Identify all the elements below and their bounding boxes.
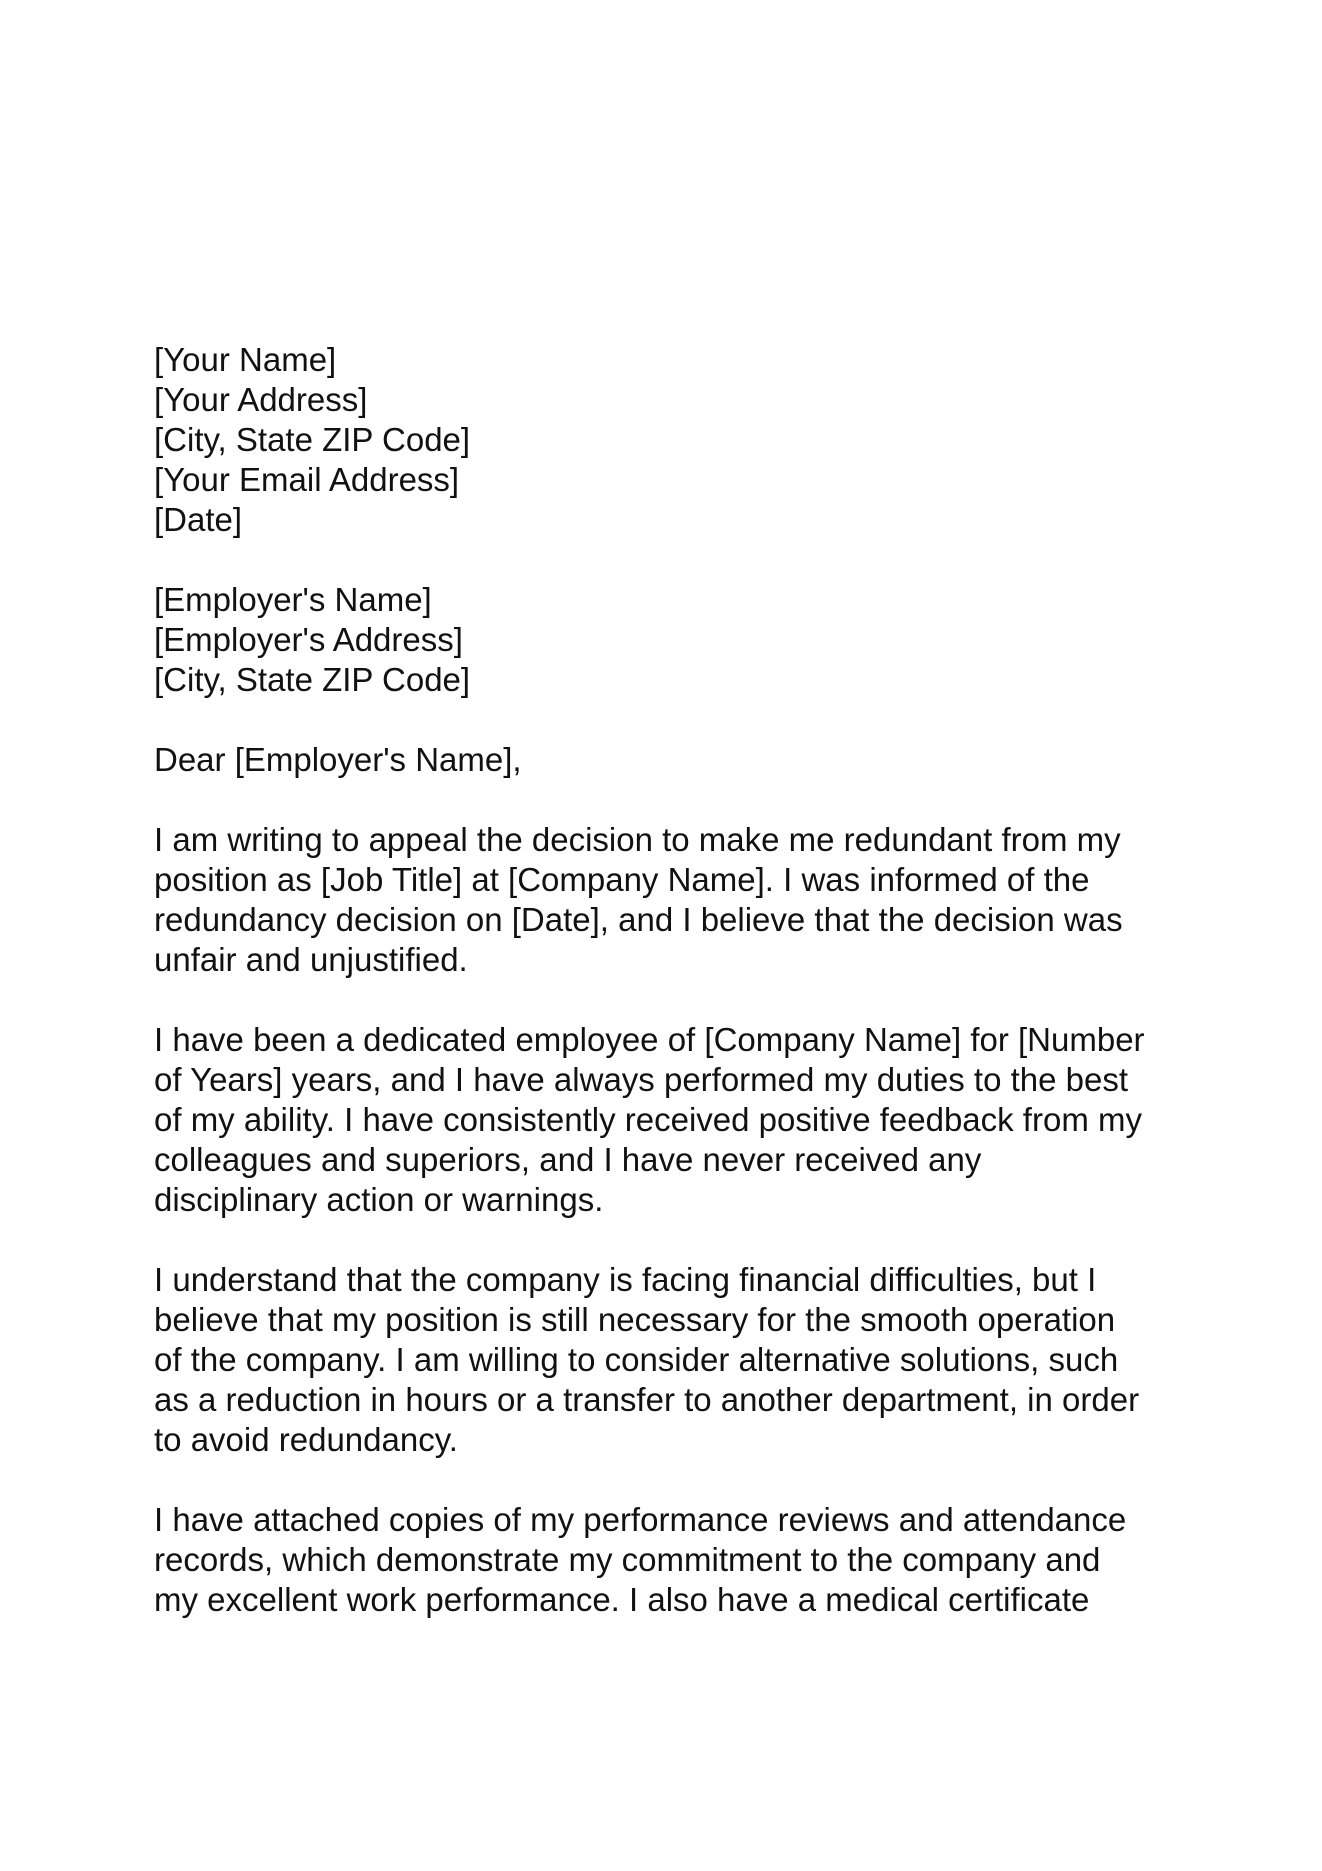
paragraph-line: unfair and unjustified. (154, 941, 468, 978)
paragraph-line: records, which demonstrate my commitment to the company and (154, 1541, 1101, 1578)
paragraph-3 (154, 1260, 1214, 1460)
recipient-city-state-zip: [City, State ZIP Code] (154, 661, 471, 698)
sender-city-state-zip: [City, State ZIP Code] (154, 421, 471, 458)
paragraph-line: redundancy decision on [Date], and I believe that the decision was (154, 901, 1123, 938)
paragraph-line: as a reduction in hours or a transfer to another department, in order (154, 1381, 1140, 1418)
paragraph-line: to avoid redundancy. (154, 1421, 458, 1458)
sender-email: [Your Email Address] (154, 461, 460, 498)
paragraph-line: of the company. I am willing to consider alternative solutions, such (154, 1341, 1119, 1378)
paragraph-line: believe that my position is still necessary for the smooth operation (154, 1301, 1116, 1338)
paragraph-2 (154, 1020, 1214, 1220)
sender-name: [Your Name] (154, 341, 337, 378)
paragraph-line: of Years] years, and I have always performed my duties to the best (154, 1061, 1129, 1098)
recipient-name: [Employer's Name] (154, 581, 432, 618)
paragraph-line: disciplinary action or warnings. (154, 1181, 604, 1218)
paragraph-line: of my ability. I have consistently received positive feedback from my (154, 1101, 1142, 1138)
recipient-address: [Employer's Address] (154, 621, 463, 658)
letter-date: [Date] (154, 501, 243, 538)
paragraph-line: I am writing to appeal the decision to make me redundant from my (154, 821, 1121, 858)
sender-address: [Your Address] (154, 381, 368, 418)
salutation: Dear [Employer's Name], (154, 741, 522, 778)
salutation-block (154, 740, 1214, 780)
paragraph-line: I have attached copies of my performance reviews and attendance (154, 1501, 1127, 1538)
letter-body (154, 340, 1214, 1620)
paragraph-line: I have been a dedicated employee of [Company Name] for [Number (154, 1021, 1145, 1058)
paragraph-line: position as [Job Title] at [Company Name]. I was informed of the (154, 861, 1090, 898)
sender-address-block (154, 340, 1214, 540)
recipient-address-block (154, 580, 1214, 700)
paragraph-4 (154, 1500, 1214, 1620)
paragraph-1 (154, 820, 1214, 980)
paragraph-line: my excellent work performance. I also have a medical certificate (154, 1581, 1090, 1618)
paragraph-line: I understand that the company is facing financial difficulties, but I (154, 1261, 1097, 1298)
paragraph-line: colleagues and superiors, and I have never received any (154, 1141, 982, 1178)
